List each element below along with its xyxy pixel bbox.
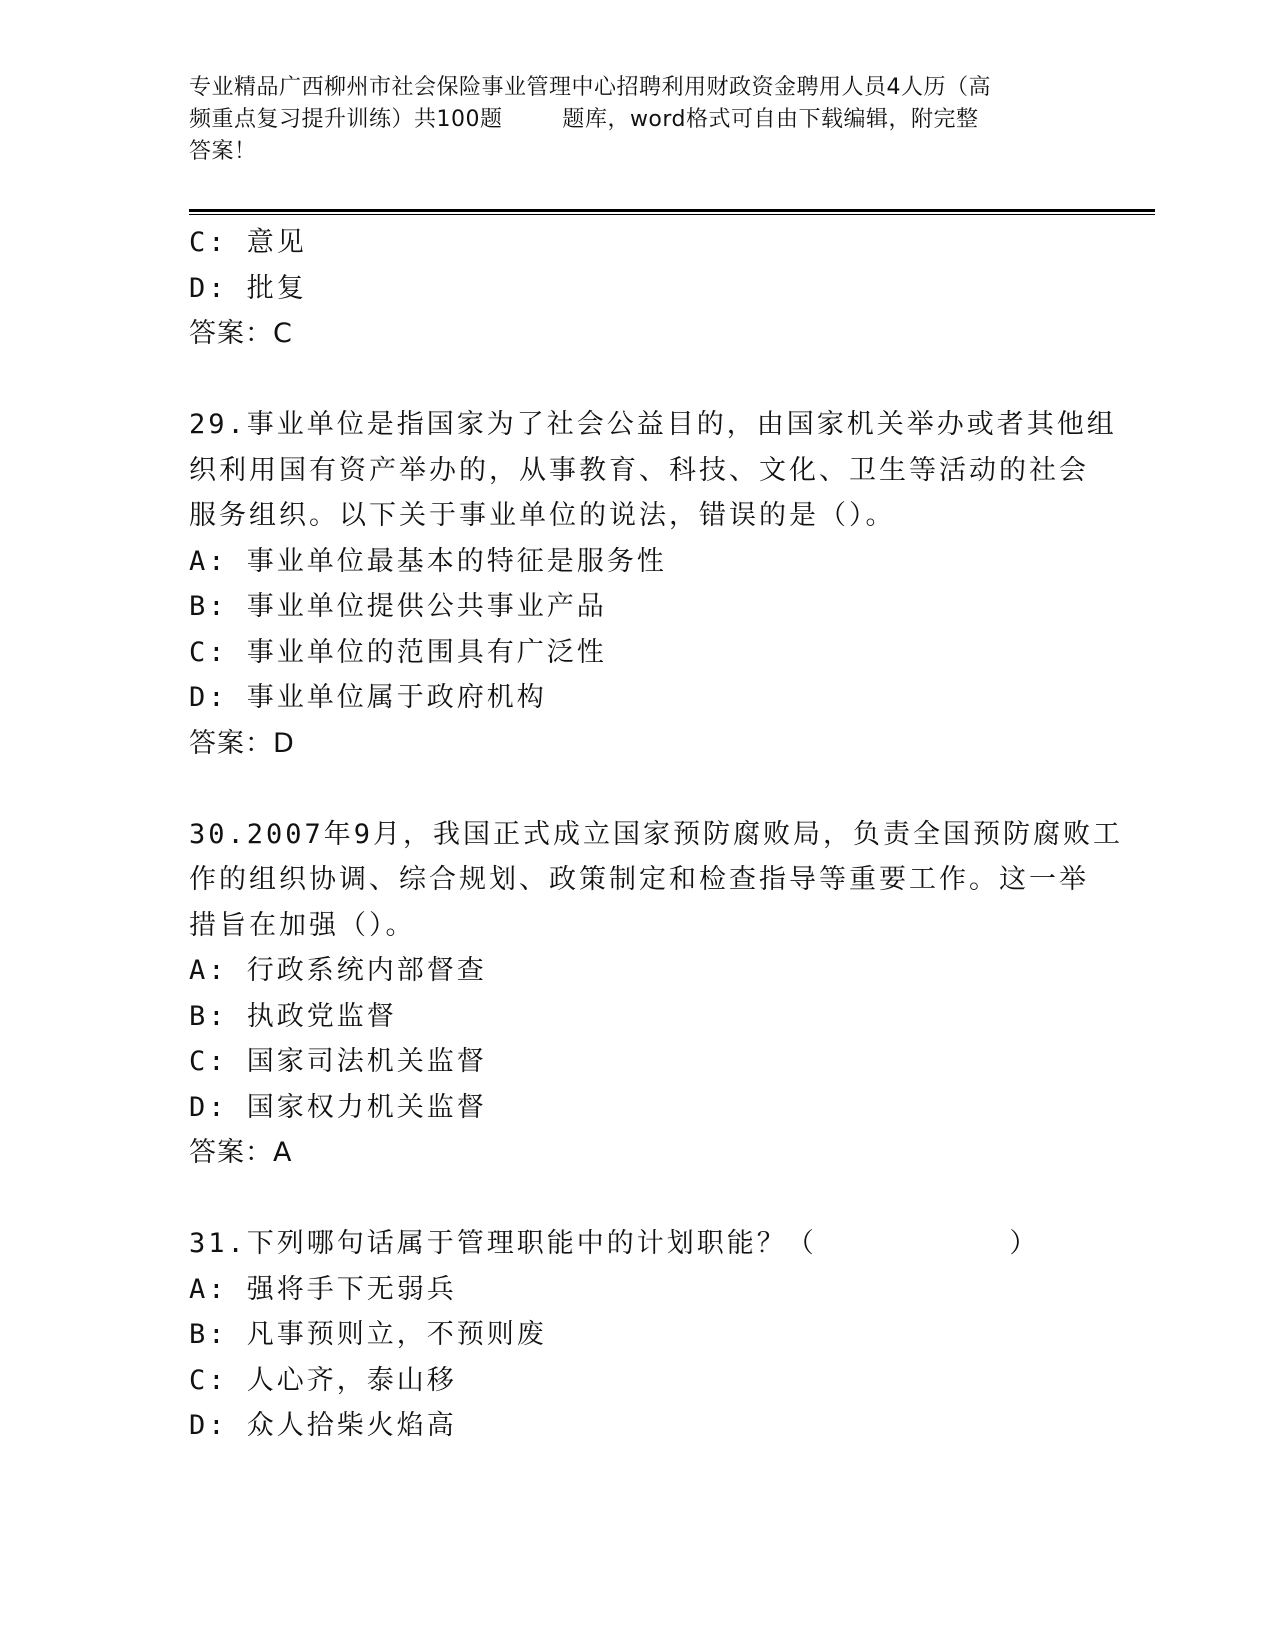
question-stem-line: 31.下列哪句话属于管理职能中的计划职能？（ ） bbox=[189, 1228, 1040, 1259]
header-divider-thin bbox=[189, 214, 1155, 215]
header-divider-thick bbox=[189, 209, 1155, 212]
question-stem-line: 织利用国有资产举办的，从事教育、科技、文化、卫生等活动的社会 bbox=[189, 454, 1089, 486]
option-a: A: 事业单位最基本的特征是服务性 bbox=[189, 545, 667, 577]
question-block-31 bbox=[189, 1221, 1149, 1449]
question-stem-line: 作的组织协调、综合规划、政策制定和检查指导等重要工作。这一举 bbox=[189, 864, 1089, 895]
option-d: D: 众人拾柴火焰高 bbox=[189, 1410, 457, 1441]
option-c: C: 意见 bbox=[189, 227, 307, 258]
option-b: B: 执政党监督 bbox=[189, 1000, 397, 1032]
option-d: D: 批复 bbox=[189, 272, 307, 304]
question-stem-line: 30.2007年9月，我国正式成立国家预防腐败局，负责全国预防腐败工 bbox=[189, 818, 1124, 850]
answer-line: 答案：C bbox=[189, 318, 293, 349]
document-header bbox=[189, 72, 1089, 168]
option-b: B: 凡事预则立，不预则废 bbox=[189, 1319, 547, 1350]
spacer bbox=[189, 357, 1149, 403]
option-c: C: 国家司法机关监督 bbox=[189, 1046, 487, 1077]
question-block-30 bbox=[189, 812, 1149, 1176]
question-stem-line: 措旨在加强（）。 bbox=[189, 909, 416, 941]
header-title-line-3: 答案！ bbox=[189, 139, 257, 164]
option-a: A: 行政系统内部督查 bbox=[189, 955, 487, 986]
answer-line: 答案：A bbox=[189, 1137, 293, 1168]
question-list bbox=[189, 220, 1149, 1449]
option-c: C: 人心齐，泰山移 bbox=[189, 1364, 457, 1396]
answer-line: 答案：D bbox=[189, 727, 295, 759]
spacer bbox=[189, 1176, 1149, 1222]
option-c: C: 事业单位的范围具有广泛性 bbox=[189, 636, 607, 668]
question-block-29 bbox=[189, 402, 1149, 766]
option-d: D: 国家权力机关监督 bbox=[189, 1091, 487, 1123]
option-b: B: 事业单位提供公共事业产品 bbox=[189, 591, 607, 622]
question-stem-line: 服务组织。以下关于事业单位的说法，错误的是（）。 bbox=[189, 500, 896, 531]
question-block-previous bbox=[189, 220, 1149, 357]
spacer bbox=[189, 766, 1149, 812]
option-a: A: 强将手下无弱兵 bbox=[189, 1273, 457, 1305]
header-title-line-2: 频重点复习提升训练）共100题 题库，word格式可自由下载编辑，附完整 bbox=[189, 107, 979, 132]
option-d: D: 事业单位属于政府机构 bbox=[189, 682, 547, 713]
question-stem-line: 29.事业单位是指国家为了社会公益目的，由国家机关举办或者其他组 bbox=[189, 409, 1117, 440]
header-title-line-1: 专业精品广西柳州市社会保险事业管理中心招聘利用财政资金聘用人员4人历（高 bbox=[189, 75, 991, 100]
